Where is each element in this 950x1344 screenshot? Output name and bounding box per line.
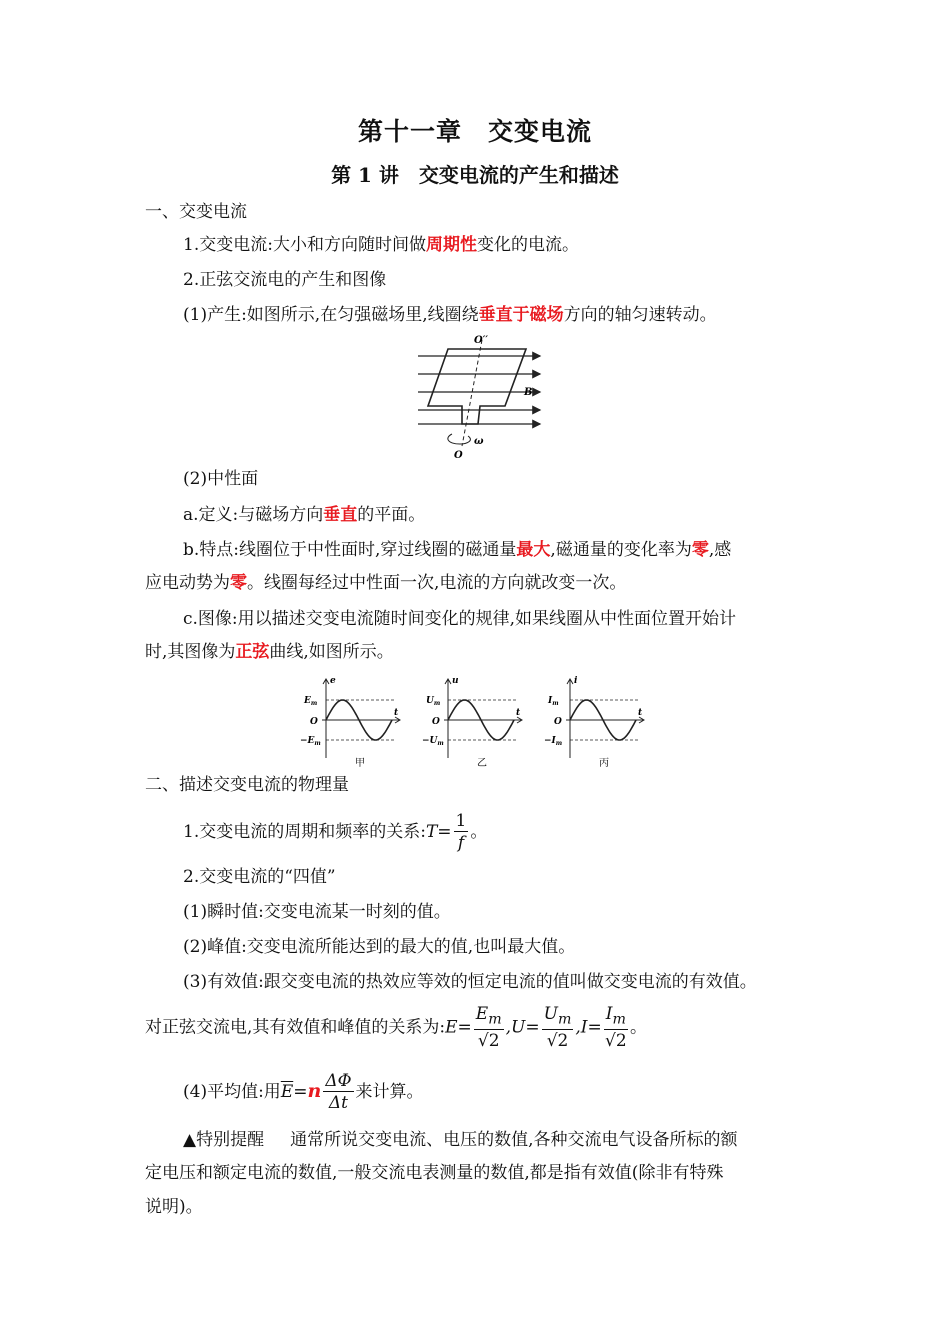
average-value: (4)平均值:用$\overline{E}=n$ $\frac{\Delta\Phi}{\Delta t}$ 来计算。 [183, 1071, 424, 1113]
t-axis-label: t [394, 708, 399, 718]
highlight-perpendicular: 垂直 [323, 505, 358, 525]
graph-caption: 乙 [477, 758, 487, 768]
note-line-2: 定电压和额定电流的数值,一般交流电表测量的数值,都是指有效值(除非有特殊 [145, 1163, 724, 1183]
trough-label: $-U_m$ [422, 736, 444, 747]
effective-peak-relation: 对正弦交流电,其有效值和峰值的关系为:E= $\frac{E_m}{√2}$ ,U= $\frac{U_m}{√2}$ ,I= $\frac{I_m}{√2}$ 。 [145, 1004, 647, 1052]
graph-caption: 丙 [599, 758, 609, 768]
paragraph-four-values: 2.交变电流的“四值” [183, 867, 336, 887]
trough-label: $-I_m$ [544, 736, 563, 747]
coil [428, 349, 526, 424]
rotation-arrow [448, 434, 471, 444]
y-axis-label: u [452, 676, 459, 686]
paragraph-7: 应电动势为零。线圈每经过中性面一次,电流的方向就改变一次。 [145, 573, 627, 593]
y-axis-label: i [574, 676, 578, 686]
instantaneous-value: (1)瞬时值:交变电流某一时刻的值。 [183, 902, 451, 922]
effective-value: (3)有效值:跟交变电流的热效应等效的恒定电流的值叫做交变电流的有效值。 [183, 972, 757, 992]
paragraph-2: 2.正弦交流电的产生和图像 [183, 270, 387, 290]
y-axis-label: e [330, 676, 336, 686]
origin-label: O [310, 717, 318, 727]
highlight-zero-1: 零 [691, 540, 709, 560]
t-axis-label: t [638, 708, 643, 718]
coil-figure [410, 334, 550, 462]
paragraph-8: c.图像:用以描述交变电流随时间变化的规律,如果线圈从中性面位置开始计 [183, 609, 737, 629]
fraction-dphi-dt: $\frac{\Delta\Phi}{\Delta t}$ [325, 1071, 352, 1113]
paragraph-5: a.定义:与磁场方向垂直的平面。 [183, 505, 426, 525]
fraction-um: $\frac{U_m}{√2}$ [543, 1004, 572, 1052]
period-frequency-formula: 1.交变电流的周期和频率的关系:T= $\frac{1}{f}$ 。 [183, 811, 488, 853]
highlight-sine: 正弦 [235, 642, 270, 662]
sine-graph-1 [300, 676, 406, 768]
note-line-1: ▲特别提醒 通常所说交变电流、电压的数值,各种交流电气设备所标的额 [183, 1130, 738, 1150]
fraction-im: $\frac{I_m}{√2}$ [605, 1004, 627, 1052]
trough-label: $-E_m$ [300, 736, 321, 747]
origin-label: O [554, 717, 562, 727]
highlight-perpendicular-field: 垂直于磁场 [478, 305, 564, 325]
axis-label-top: O′′ [474, 335, 488, 346]
peak-value: (2)峰值:交变电流所能达到的最大的值,也叫最大值。 [183, 937, 576, 957]
highlight-n: n [307, 1080, 322, 1102]
sine-graph-2 [422, 676, 528, 768]
peak-label: $I_m$ [548, 696, 559, 707]
highlight-max: 最大 [516, 540, 551, 560]
highlight-periodic: 周期性 [425, 235, 477, 255]
sine-graphs [300, 676, 650, 768]
highlight-zero-2: 零 [230, 573, 247, 593]
field-label: B [524, 387, 533, 398]
sine-graph-3 [544, 676, 650, 768]
note-line-3: 说明)。 [145, 1197, 203, 1217]
paragraph-3: (1)产生:如图所示,在匀强磁场里,线圈绕垂直于磁场方向的轴匀速转动。 [183, 305, 717, 325]
paragraph-1: 1.交变电流:大小和方向随时间做周期性变化的电流。 [183, 235, 579, 255]
lesson-title: 第 1 讲 交变电流的产生和描述 [331, 163, 619, 187]
axis-label-bottom: O [454, 450, 463, 461]
chapter-title: 第十一章 交变电流 [357, 117, 592, 146]
fraction-1-over-f: $\frac{1}{f}$ [455, 811, 467, 853]
peak-label: $U_m$ [426, 696, 441, 707]
fraction-em: $\frac{E_m}{√2}$ [475, 1004, 502, 1052]
t-axis-label: t [516, 708, 521, 718]
paragraph-4: (2)中性面 [183, 469, 259, 489]
section-heading-1: 一、交变电流 [145, 202, 247, 222]
graph-caption: 甲 [355, 758, 365, 768]
origin-label: O [432, 717, 440, 727]
paragraph-9: 时,其图像为正弦曲线,如图所示。 [145, 642, 394, 662]
peak-label: $E_m$ [304, 696, 318, 707]
note-mark: ▲特别提醒 [183, 1130, 265, 1150]
section-heading-2: 二、描述交变电流的物理量 [145, 775, 349, 795]
omega-label: ω [474, 436, 484, 447]
paragraph-6: b.特点:线圈位于中性面时,穿过线圈的磁通量最大,磁通量的变化率为零,感 [183, 540, 732, 560]
